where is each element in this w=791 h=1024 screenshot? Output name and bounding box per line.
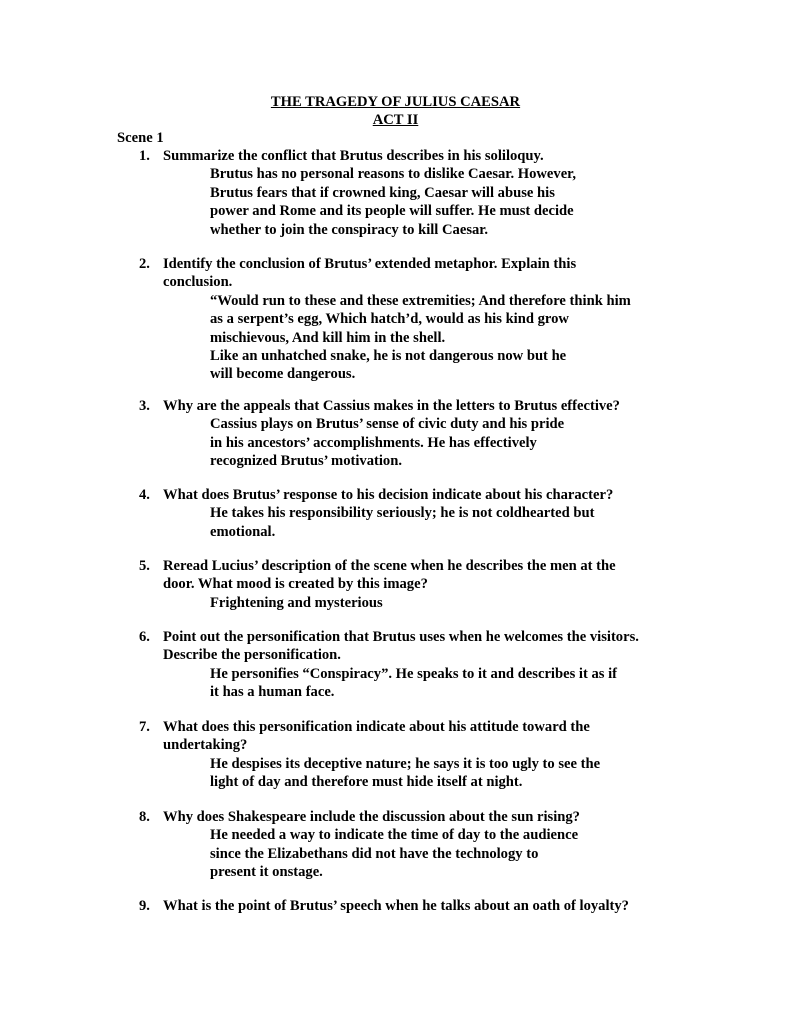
question-text: Summarize the conflict that Brutus describes in his soliloquy. (163, 148, 544, 164)
question-text: Identify the conclusion of Brutus’ extended metaphor. Explain this conclusion. (163, 256, 577, 291)
question-item-8 (139, 808, 699, 882)
question-number: 9. (139, 898, 150, 914)
question-number: 4. (139, 487, 150, 503)
question-number: 1. (139, 148, 150, 164)
question-item-1 (139, 147, 699, 239)
answer-text: Frightening and mysterious (210, 594, 383, 611)
question-text: Why are the appeals that Cassius makes in the letters to Brutus effective? (163, 398, 620, 414)
act-heading: ACT II (372, 112, 419, 128)
answer-text: He personifies “Conspiracy”. He speaks to it and describes it as if it has a human face. (210, 665, 618, 701)
question-item-3 (139, 397, 699, 471)
question-number: 3. (139, 398, 150, 414)
question-number: 2. (139, 256, 150, 272)
question-item-6 (139, 628, 699, 702)
answer-text: He needed a way to indicate the time of day to the audience since the Elizabethans did not have the technology to present it onstage. (210, 827, 579, 881)
question-text: What does this personification indicate about his attitude toward the undertaking? (163, 719, 590, 754)
answer-text: He takes his responsibility seriously; he is not coldhearted but emotional. (210, 505, 595, 540)
answer-text: “Would run to these and these extremities; And therefore think him as a serpent’s egg, Which hatch’d, would as his kind grow mischievous, And kill him in the shell. Like an unhatched snake, he is not dangerous now but he will become dangerous. (210, 292, 631, 383)
question-text: What is the point of Brutus’ speech when he talks about an oath of loyalty? (163, 898, 629, 914)
answer-text: Brutus has no personal reasons to dislike Caesar. However, Brutus fears that if crowned king, Caesar will abuse his power and Rome and its people will suffer. He must decide whether to join the conspiracy to kill Caesar. (210, 166, 576, 238)
answer-text: Cassius plays on Brutus’ sense of civic duty and his pride in his ancestors’ accomplishments. He has effectively recognized Brutus’ motivation. (210, 416, 565, 470)
question-text: Reread Lucius’ description of the scene when he describes the men at the door. What mood is created by this image? (163, 558, 616, 593)
question-number: 7. (139, 719, 150, 735)
question-text: Why does Shakespeare include the discussion about the sun rising? (163, 809, 580, 825)
question-text: What does Brutus’ response to his decision indicate about his character? (163, 487, 614, 503)
question-item-2 (139, 255, 699, 384)
question-number: 8. (139, 809, 150, 825)
scene-heading: Scene 1 (117, 130, 164, 146)
answer-text: He despises its deceptive nature; he says it is too ugly to see the light of day and therefore must hide itself at night. (210, 755, 601, 791)
question-text: Point out the personification that Brutus uses when he welcomes the visitors. Describe the personification. (163, 629, 639, 664)
question-number: 6. (139, 629, 150, 645)
question-item-4 (139, 486, 699, 541)
question-item-9 (139, 897, 699, 915)
document-title: THE TRAGEDY OF JULIUS CAESAR (270, 94, 521, 110)
question-item-7 (139, 718, 699, 792)
question-item-5 (139, 557, 699, 612)
question-number: 5. (139, 558, 150, 574)
